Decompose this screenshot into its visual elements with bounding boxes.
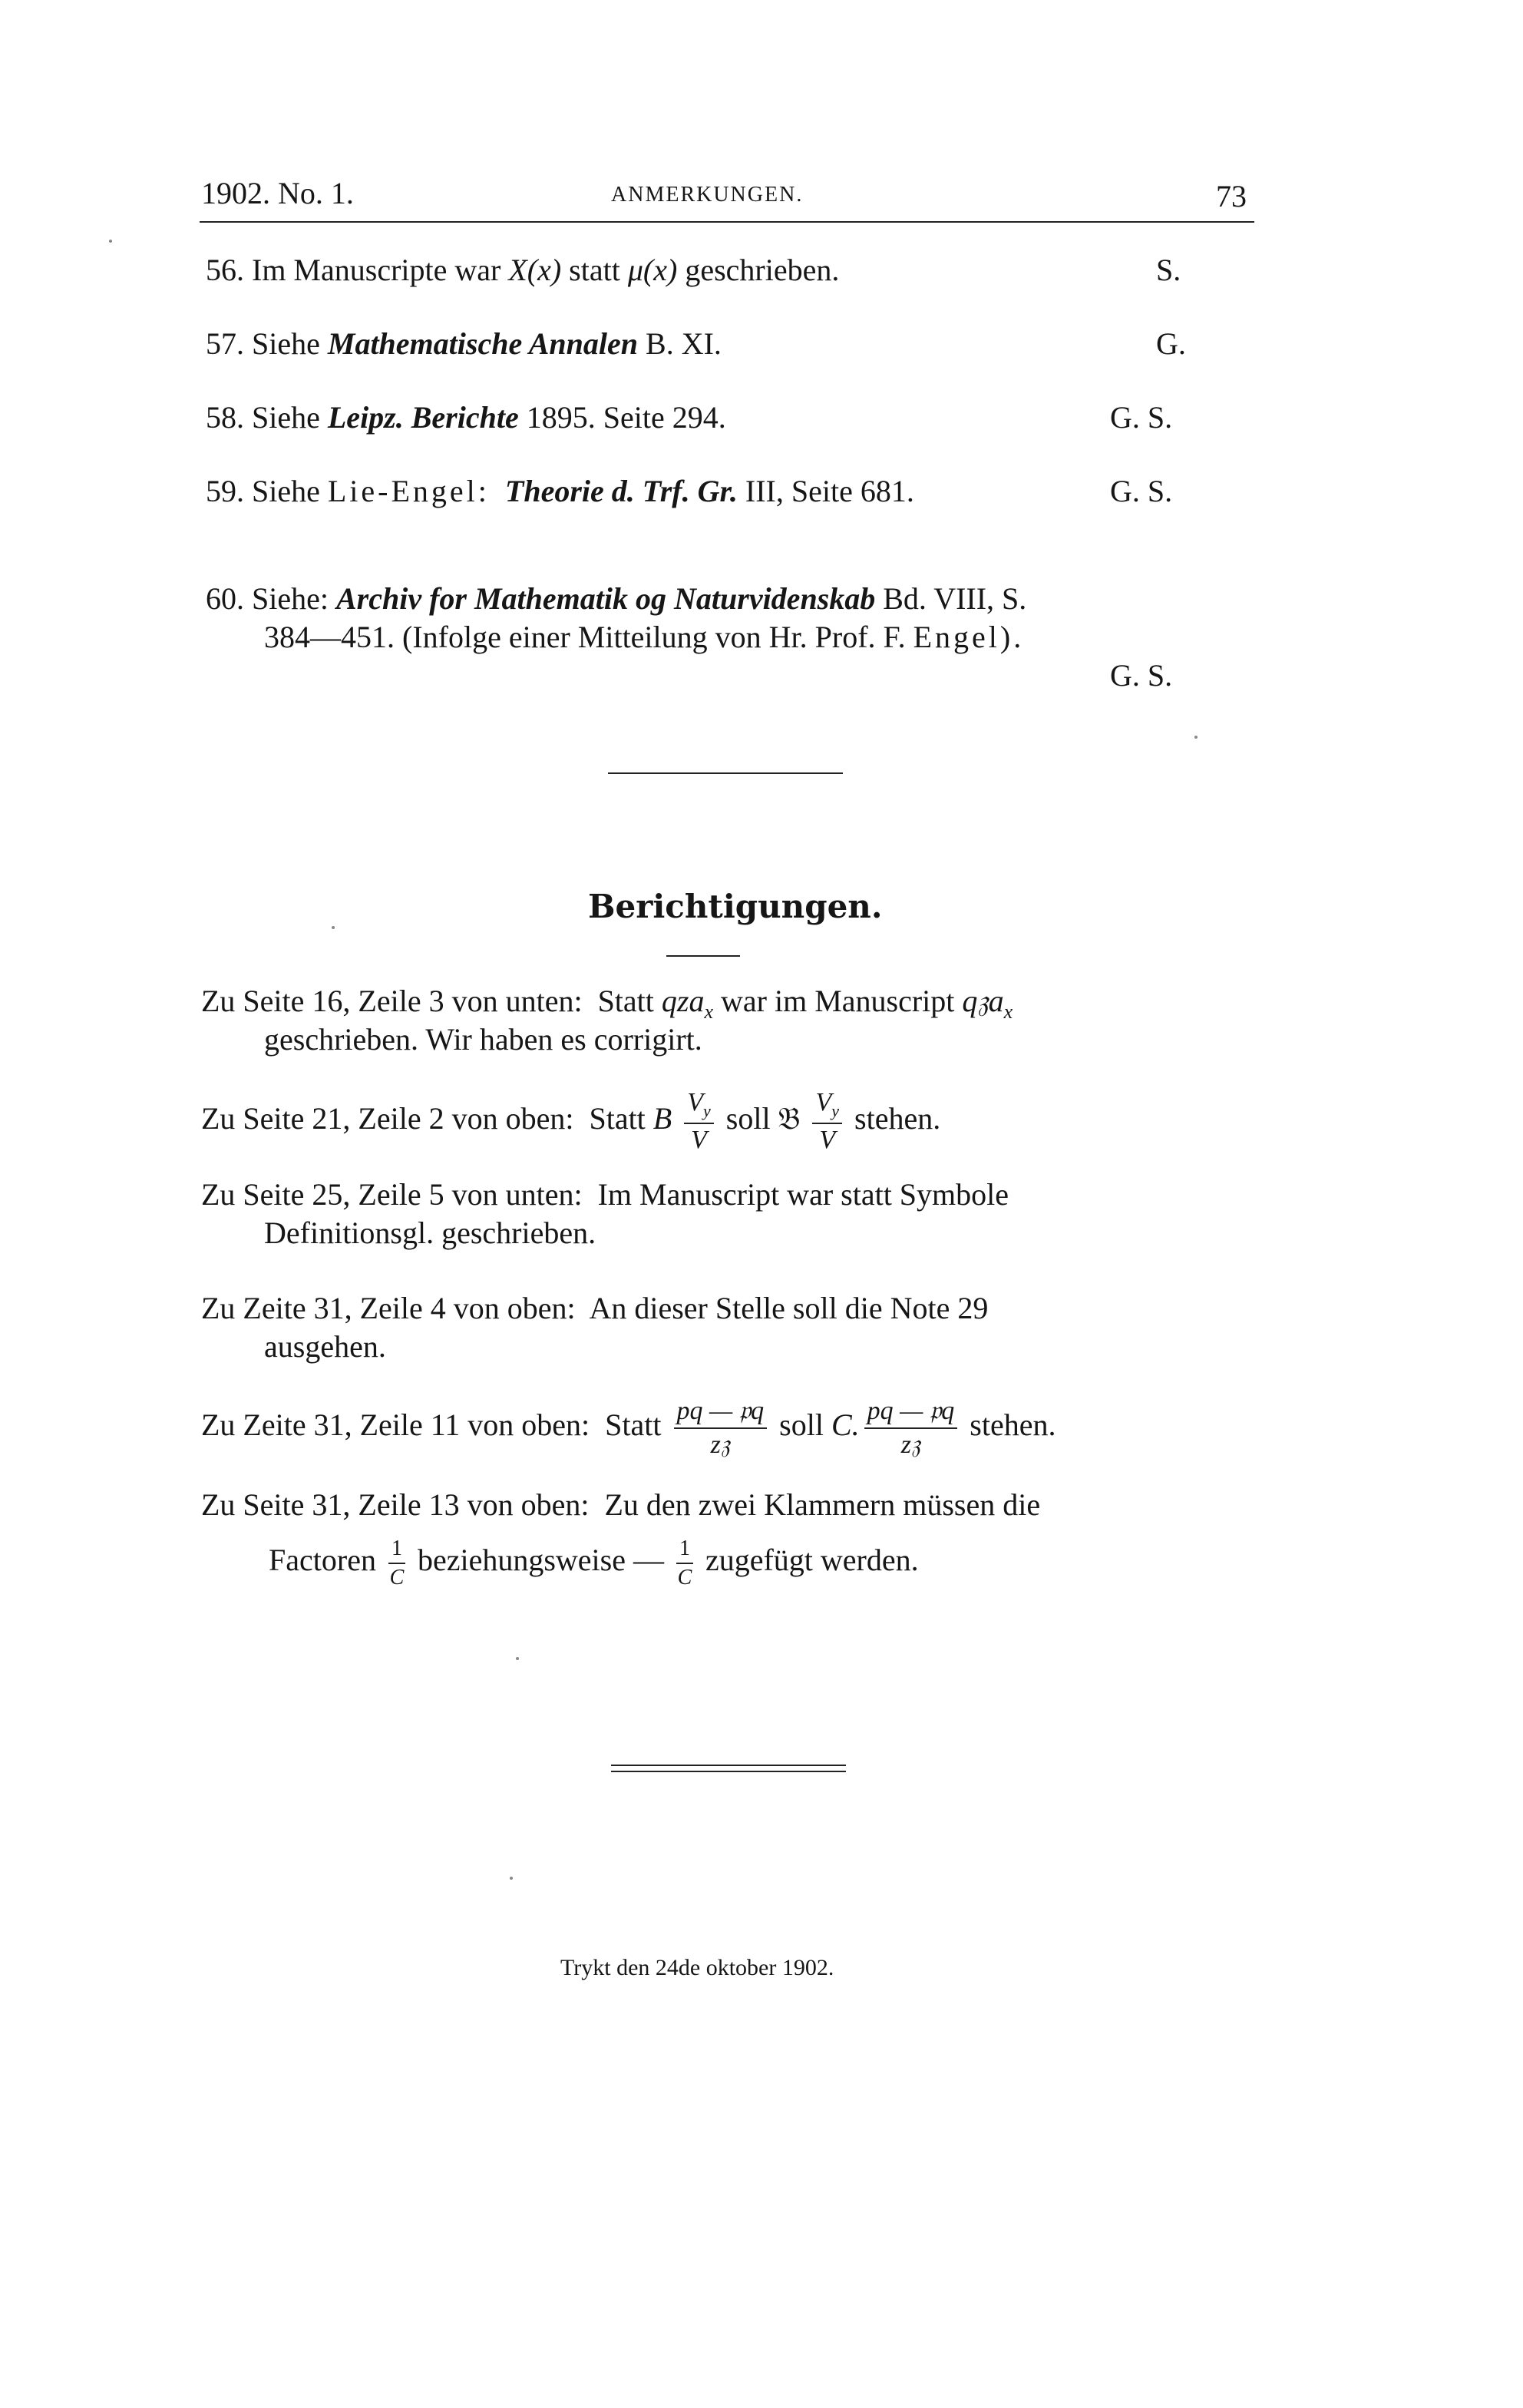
section-divider	[608, 772, 843, 774]
correction-reference: Zu Zeite 31, Zeile 11 von oben:	[201, 1407, 590, 1442]
note-text: Siehe	[252, 326, 320, 361]
scan-speck	[1194, 736, 1198, 739]
scan-speck	[510, 1877, 513, 1880]
correction-text: An dieser Stelle soll die Note 29	[589, 1291, 989, 1325]
note-text: Bd. VIII, S.	[883, 581, 1027, 616]
fraction: $\frac{1}{C}$	[677, 1536, 692, 1589]
correction-item	[201, 1176, 1009, 1213]
scan-speck	[332, 926, 335, 929]
note-56	[206, 252, 839, 289]
note-text: Siehe	[252, 400, 320, 435]
correction-item	[201, 1290, 988, 1327]
correction-text: soll	[779, 1407, 824, 1442]
correction-formula: C.	[831, 1407, 860, 1442]
imprint: Trykt den 24de oktober 1902.	[560, 1955, 834, 1980]
correction-reference: Zu Seite 25, Zeile 5 von unten:	[201, 1177, 583, 1212]
note-text: Siehe:	[252, 581, 329, 616]
correction-line2	[269, 1525, 919, 1596]
end-rule-bottom	[611, 1771, 846, 1772]
note-author: Lie-Engel:	[327, 474, 490, 508]
correction-text: beziehungsweise —	[417, 1543, 664, 1577]
correction-text: Zu den zwei Klammern müssen die	[604, 1487, 1041, 1522]
note-text: geschrieben.	[685, 253, 840, 287]
correction-text: zugefügt werden.	[705, 1543, 919, 1577]
correction-text: stehen.	[970, 1407, 1056, 1442]
running-header-title: ANMERKUNGEN.	[611, 183, 804, 207]
correction-text: Statt	[589, 1101, 646, 1136]
correction-item	[201, 1078, 940, 1159]
correction-text: Im Manuscript war statt Symbole	[597, 1177, 1009, 1212]
correction-text: Factoren	[269, 1543, 376, 1577]
note-text: 1895. Seite 294.	[526, 400, 726, 435]
note-text: Im Manuscripte war	[252, 253, 501, 287]
correction-reference: Zu Seite 21, Zeile 2 von oben:	[201, 1101, 574, 1136]
correction-text: war im Manuscript	[721, 984, 955, 1018]
note-text: statt	[569, 253, 620, 287]
note-signature: G. S.	[1110, 474, 1173, 508]
note-59	[206, 473, 914, 510]
correction-reference: Zu Seite 16, Zeile 3 von unten:	[201, 984, 583, 1018]
note-text: 384—451. (Infolge einer Mitteilung von Hr. Prof. F.	[264, 620, 906, 654]
correction-formula: q𝔷a$_x$	[962, 984, 1013, 1023]
correction-line2: ausgehen.	[264, 1329, 386, 1364]
note-citation: Archiv for Mathematik og Naturvidenskab	[335, 581, 876, 616]
fraction: $\frac{1}{C}$	[389, 1536, 405, 1589]
correction-reference: Zu Seite 31, Zeile 13 von oben:	[201, 1487, 590, 1522]
note-57	[206, 326, 722, 362]
correction-text: Statt	[597, 984, 654, 1018]
correction-text: stehen.	[854, 1101, 941, 1136]
note-formula: X(x)	[508, 253, 562, 287]
title-underline	[666, 955, 740, 957]
correction-item	[201, 1387, 1056, 1464]
fraction: $\frac{\text{pq — 𝔭q}}{\text{z𝔷}}$	[864, 1398, 958, 1458]
note-citation: Leipz. Berichte	[327, 400, 519, 435]
fraction: $\frac{V_y}{V}$	[812, 1090, 842, 1153]
correction-formula: B	[652, 1101, 672, 1136]
correction-formula: qza$_x$	[661, 984, 714, 1023]
note-text: B. XI.	[646, 326, 722, 361]
note-formula: μ(x)	[627, 253, 678, 287]
scan-speck	[109, 240, 112, 243]
note-number: 58.	[206, 400, 244, 435]
note-60	[206, 580, 1026, 617]
note-number: 56.	[206, 253, 244, 287]
correction-reference: Zu Zeite 31, Zeile 4 von oben:	[201, 1291, 576, 1325]
note-signature: G.	[1156, 326, 1186, 361]
note-number: 60.	[206, 581, 244, 616]
note-60-line2	[264, 619, 1024, 656]
note-signature: G. S.	[1110, 400, 1173, 435]
correction-line2: Definitionsgl. geschrieben.	[264, 1216, 596, 1250]
note-citation: Mathematische Annalen	[327, 326, 639, 361]
fraction: $\frac{\text{pq — 𝔭q}}{\text{z𝔷}}$	[674, 1398, 768, 1458]
correction-text: Statt	[605, 1407, 662, 1442]
note-text: III, Seite 681.	[745, 474, 914, 508]
note-signature: S.	[1156, 253, 1181, 287]
correction-line2: geschrieben. Wir haben es corrigirt.	[264, 1022, 702, 1057]
note-58	[206, 399, 726, 436]
correction-text: soll	[725, 1101, 771, 1136]
note-author: Engel).	[913, 620, 1025, 654]
scan-speck	[516, 1657, 519, 1660]
correction-formula: 𝔅	[778, 1101, 801, 1136]
page-number: 73	[1216, 179, 1247, 213]
note-text: Siehe	[252, 474, 320, 508]
fraction: $\frac{V_y}{V}$	[684, 1090, 714, 1153]
header-rule	[200, 221, 1254, 223]
end-rule-top	[611, 1765, 846, 1766]
note-signature: G. S.	[1110, 658, 1173, 693]
corrections-title: Berichtigungen.	[588, 888, 883, 925]
note-number: 57.	[206, 326, 244, 361]
note-citation: Theorie d. Trf. Gr.	[504, 474, 738, 508]
note-number: 59.	[206, 474, 244, 508]
correction-item	[201, 1487, 1040, 1523]
running-header-left: 1902. No. 1.	[201, 176, 354, 210]
